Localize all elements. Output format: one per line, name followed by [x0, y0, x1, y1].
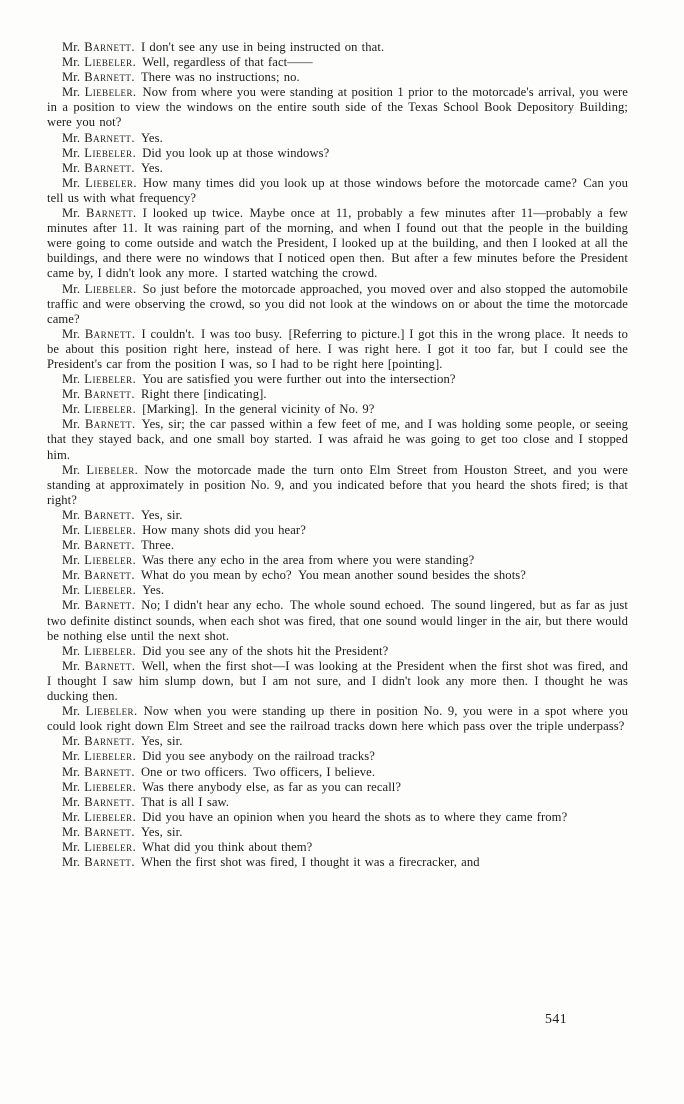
speaker-name: Barnett: [84, 824, 132, 839]
speaker-name: Barnett: [84, 130, 132, 145]
dialogue-paragraph: Mr. Liebeler. How many times did you look up at those windows before the motorcade came? Can you tell us with what frequency?: [47, 175, 628, 205]
dialogue-paragraph: Mr. Liebeler. How many shots did you hear?: [62, 523, 306, 537]
speaker-name: Liebeler: [84, 281, 134, 296]
dialogue-paragraph: Mr. Liebeler. Did you see any of the shots hit the President?: [62, 643, 389, 658]
speaker-name: Barnett: [84, 417, 132, 432]
dialogue-paragraph: Mr. Liebeler. Did you see anybody on the railroad tracks?: [62, 749, 375, 764]
speaker-name: Liebeler: [84, 583, 133, 598]
dialogue-paragraph: Mr. Liebeler. Now the motorcade made the turn onto Elm Street from Houston Street, and you were standing at approximately in position No. 9, and you indicated before that you heard the shots fired; is that right?: [47, 462, 629, 507]
speaker-name: Liebeler: [84, 809, 133, 824]
speaker-name: Barnett: [84, 734, 132, 749]
speaker-name: Liebeler: [84, 553, 133, 568]
dialogue-paragraph: Mr. Barnett. I looked up twice. Maybe once at 11, probably a few minutes after 11—probably a few minutes after 11. It was raining part of the morning, and when I found out that the people in the building were going to come outside and watch the President, I looked up at the building, and then I looked at all the buildings, and there were no windows that I noticed open then. But after a few minutes before the President came by, I didn't look any more. I started watching the crowd.: [47, 206, 628, 281]
speaker-name: Liebeler: [84, 643, 133, 658]
dialogue-paragraph: Mr. Barnett. I couldn't. I was too busy. [Referring to picture.] I got this in the wrong place. It needs to be about this position right here, instead of here. I was right here. I got it too far, but I could see the President's car from the position I was, so I had to be right here [pointing].: [47, 326, 629, 371]
dialogue-paragraph: Mr. Liebeler. Did you have an opinion when you heard the shots as to where they came from?: [62, 809, 568, 824]
dialogue-paragraph: Mr. Barnett. Yes.: [62, 130, 163, 145]
speaker-name: Barnett: [84, 70, 132, 85]
speaker-name: Liebeler: [84, 839, 133, 854]
page-number: 541: [545, 1011, 568, 1026]
dialogue-paragraph: Mr. Barnett. No; I didn't hear any echo. The whole sound echoed. The sound lingered, but as far as just two definite distinct sounds, when each shot was fired, that one sound would linger in the air, but there would be nothing else until the next shot.: [47, 598, 629, 643]
speaker-name: Liebeler: [84, 85, 133, 100]
speaker-name: Liebeler: [84, 402, 133, 417]
speaker-name: Barnett: [84, 658, 132, 673]
speaker-name: Barnett: [84, 40, 132, 54]
dialogue-paragraph: Mr. Barnett. Yes, sir.: [62, 507, 183, 522]
speaker-name: Barnett: [84, 855, 132, 870]
dialogue-paragraph: Mr. Barnett. Yes, sir.: [62, 734, 183, 749]
transcript-text-block: [47, 40, 628, 870]
speaker-name: Barnett: [84, 568, 132, 583]
dialogue-paragraph: Mr. Liebeler. [Marking]. In the general vicinity of No. 9?: [62, 402, 375, 417]
dialogue-paragraph: Mr. Barnett. There was no instructions; no.: [62, 70, 300, 85]
speaker-name: Liebeler: [85, 175, 134, 190]
speaker-name: Liebeler: [84, 55, 133, 70]
speaker-name: Barnett: [84, 160, 132, 175]
speaker-name: Liebeler: [86, 462, 135, 477]
speaker-name: Barnett: [84, 598, 132, 613]
speaker-name: Liebeler: [84, 749, 133, 764]
dialogue-paragraph: Mr. Liebeler. Now from where you were standing at position 1 prior to the motorcade's arrival, you were in a position to view the windows on the entire south side of the Texas School Book Depository Building; were you not?: [47, 85, 628, 130]
speaker-name: Liebeler: [84, 145, 133, 160]
dialogue-paragraph: Mr. Liebeler. So just before the motorcade approached, you moved over and also stopped the automobile traffic and were observing the crowd, so you did not look at the windows on or about the time the motorcade came?: [47, 281, 629, 326]
dialogue-paragraph: Mr. Barnett. Yes, sir.: [62, 824, 183, 839]
dialogue-paragraph: Mr. Barnett. I don't see any use in being instructed on that.: [62, 40, 385, 54]
speaker-name: Barnett: [84, 326, 132, 341]
dialogue-paragraph: Mr. Barnett. Well, when the first shot—I was looking at the President when the first shot was fired, and I thought I saw him slump down, but I am not sure, and I didn't look any more then. I thought he was ducking then.: [47, 658, 628, 704]
dialogue-paragraph: Mr. Barnett. That is all I saw.: [62, 794, 230, 809]
dialogue-paragraph: Mr. Barnett. Three.: [62, 538, 175, 553]
speaker-name: Barnett: [84, 794, 132, 809]
dialogue-paragraph: Mr. Liebeler. Well, regardless of that fact——: [62, 55, 313, 70]
dialogue-paragraph: Mr. Barnett. What do you mean by echo? You mean another sound besides the shots?: [62, 568, 526, 583]
speaker-name: Barnett: [84, 387, 132, 402]
dialogue-paragraph: Mr. Barnett. Yes.: [62, 160, 163, 175]
dialogue-paragraph: Mr. Liebeler. Was there anybody else, as far as you can recall?: [62, 779, 402, 794]
dialogue-paragraph: Mr. Liebeler. Did you look up at those windows?: [62, 145, 330, 160]
dialogue-paragraph: Mr. Barnett. Yes, sir; the car passed within a few feet of me, and I was holding some people, or seeing that they stayed back, and one small boy started. I was afraid he was going to get too close and I stopped him.: [47, 417, 628, 462]
dialogue-paragraph: Mr. Barnett. When the first shot was fired, I thought it was a firecracker, and: [62, 855, 480, 870]
speaker-name: Barnett: [84, 507, 132, 522]
dialogue-paragraph: Mr. Liebeler. Was there any echo in the area from where you were standing?: [62, 553, 475, 568]
speaker-name: Barnett: [84, 538, 132, 553]
dialogue-paragraph: Mr. Barnett. Right there [indicating].: [62, 387, 267, 402]
dialogue-paragraph: Mr. Liebeler. What did you think about them?: [62, 839, 313, 854]
dialogue-paragraph: Mr. Liebeler. You are satisfied you were further out into the intersection?: [62, 372, 456, 387]
dialogue-paragraph: Mr. Liebeler. Now when you were standing up there in position No. 9, you were in a spot where you could look right down Elm Street and see the railroad tracks down here which pass over the triple underpass?: [47, 704, 628, 734]
speaker-name: Barnett: [85, 206, 134, 221]
speaker-name: Liebeler: [84, 779, 133, 794]
speaker-name: Liebeler: [84, 372, 133, 387]
speaker-name: Barnett: [84, 764, 132, 779]
speaker-name: Liebeler: [85, 704, 134, 719]
dialogue-paragraph: Mr. Barnett. One or two officers. Two officers, I believe.: [62, 764, 376, 779]
speaker-name: Liebeler: [84, 523, 133, 537]
dialogue-paragraph: Mr. Liebeler. Yes.: [62, 583, 165, 598]
